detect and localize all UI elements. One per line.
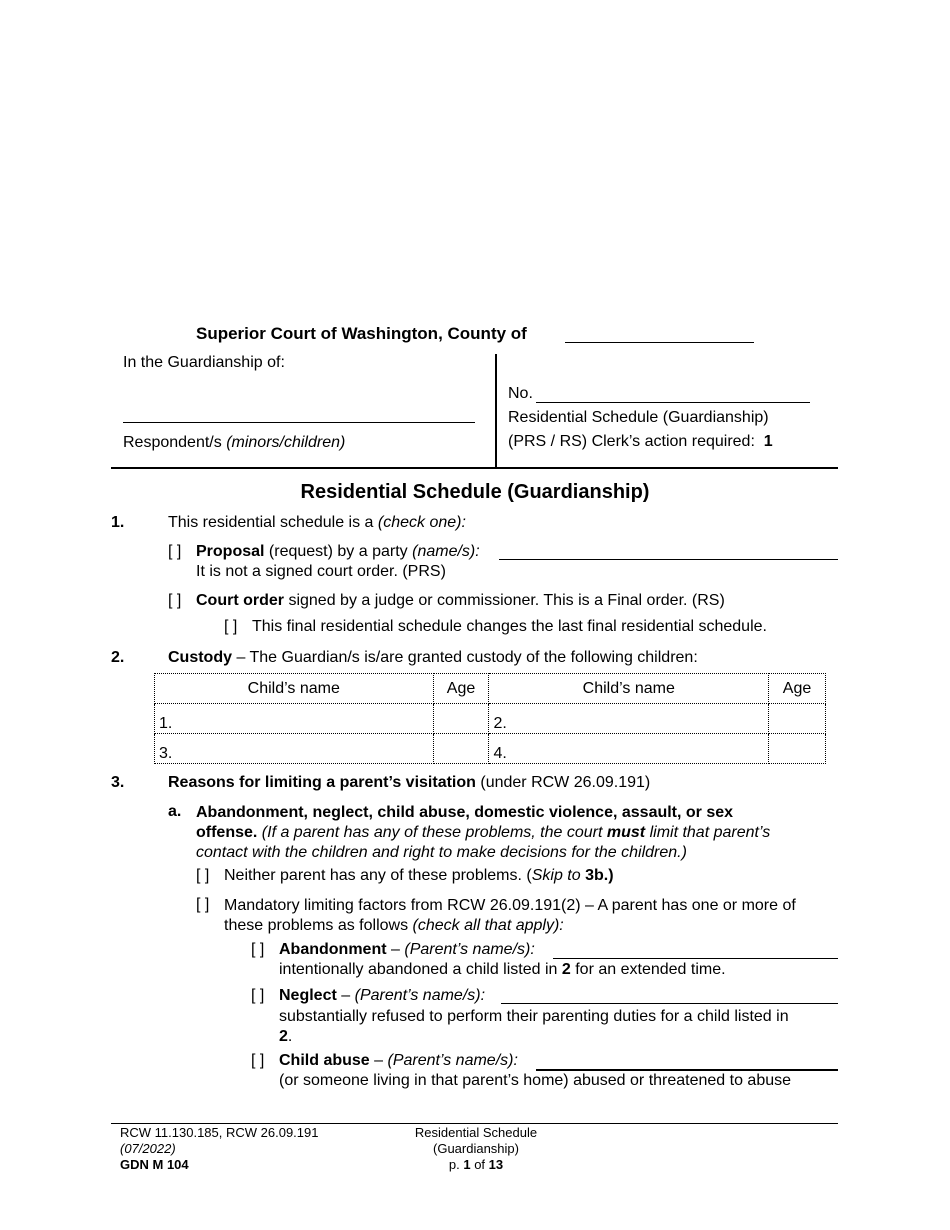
case-number-field[interactable] — [536, 402, 810, 403]
changes-option[interactable]: [ ] This final residential schedule changes the last final residential schedule. — [224, 618, 767, 635]
proposal-option[interactable]: [ ] Proposal (request) by a party (name/s): — [168, 543, 480, 560]
child-name-cell[interactable]: 1. — [155, 704, 434, 734]
neglect-checkbox[interactable]: [ ] — [251, 987, 265, 1004]
footer-left: RCW 11.130.185, RCW 26.09.191 (07/2022) GDN M 104 — [120, 1125, 319, 1172]
section-1-intro: This residential schedule is a (check one): — [168, 514, 466, 531]
abandonment-checkbox[interactable]: [ ] — [251, 941, 265, 958]
child-name-header: Child’s name — [489, 674, 769, 704]
child-name-cell[interactable]: 2. — [489, 704, 769, 734]
child-age-cell[interactable] — [433, 734, 489, 764]
section-3-heading: Reasons for limiting a parent’s visitation (under RCW 26.09.191) — [168, 774, 651, 791]
neglect-name-field[interactable] — [501, 1003, 838, 1004]
child-abuse-checkbox[interactable]: [ ] — [251, 1052, 265, 1069]
case-no-label: No. — [508, 385, 533, 402]
subsection-a-label: a. — [168, 803, 182, 820]
child-age-cell[interactable] — [769, 734, 826, 764]
subsection-a-text: Abandonment, neglect, child abuse, domestic violence, assault, or sex offense. (If a parent has any of these problems, the court must limit that parent’s contact with the children and right to make decisions for the children.) — [196, 804, 771, 861]
table-row — [155, 704, 826, 734]
child-abuse-description: (or someone living in that parent’s home) abused or threatened to abuse — [279, 1072, 792, 1089]
custody-statement: Custody – The Guardian/s is/are granted custody of the following children: — [168, 649, 698, 666]
court-order-checkbox[interactable]: [ ] — [168, 592, 182, 609]
neither-parent-option[interactable]: [ ] Neither parent has any of these problems. (Skip to 3b.) — [196, 867, 614, 884]
neither-parent-checkbox[interactable]: [ ] — [196, 867, 210, 884]
child-age-cell[interactable] — [433, 704, 489, 734]
child-name-header: Child’s name — [155, 674, 434, 704]
page-number: p. 1 of 13 — [448, 1157, 504, 1172]
section-3-number: 3. — [111, 774, 125, 791]
guardianship-of-label: In the Guardianship of: — [123, 354, 285, 371]
page-title: Residential Schedule (Guardianship) — [300, 481, 650, 503]
child-abuse-name-field[interactable] — [536, 1069, 838, 1071]
child-age-cell[interactable] — [769, 704, 826, 734]
age-header: Age — [433, 674, 489, 704]
child-abuse-option[interactable]: [ ] Child abuse – (Parent’s name/s): — [251, 1052, 518, 1069]
mandatory-factors-text: Mandatory limiting factors from RCW 26.09.191(2) – A parent has one or more of these problems as follows (check all that apply): — [224, 897, 796, 934]
children-table — [154, 673, 826, 764]
proposal-note: It is not a signed court order. (PRS) — [196, 563, 446, 580]
child-name-cell[interactable]: 4. — [489, 734, 769, 764]
footer-rule — [111, 1123, 838, 1124]
court-title: Superior Court of Washington, County of — [196, 324, 527, 343]
abandonment-name-field[interactable] — [553, 958, 838, 959]
table-header-row — [155, 674, 826, 704]
proposal-checkbox[interactable]: [ ] — [168, 543, 182, 560]
footer-center: Residential Schedule (Guardianship) p. 1 of 13 — [376, 1125, 576, 1173]
county-field[interactable] — [565, 342, 754, 343]
mandatory-factors-checkbox[interactable]: [ ] — [196, 896, 210, 913]
caption-divider — [495, 354, 497, 468]
respondent-label: Respondent/s (minors/children) — [123, 434, 346, 451]
proposal-name-field[interactable] — [499, 559, 838, 560]
changes-checkbox[interactable]: [ ] — [224, 618, 238, 635]
abandonment-description: intentionally abandoned a child listed in 2 for an extended time. — [279, 961, 726, 978]
table-row — [155, 734, 826, 764]
caption-bottom-rule — [111, 467, 838, 469]
abandonment-option[interactable]: [ ] Abandonment – (Parent’s name/s): — [251, 941, 535, 958]
clerk-action-line: (PRS / RS) Clerk’s action required: 1 — [508, 433, 773, 450]
section-2-number: 2. — [111, 649, 125, 666]
form-title-caption: Residential Schedule (Guardianship) — [508, 409, 769, 426]
neglect-option[interactable]: [ ] Neglect – (Parent’s name/s): — [251, 987, 486, 1004]
age-header: Age — [769, 674, 826, 704]
respondent-name-field[interactable] — [123, 422, 475, 423]
neglect-description: substantially refused to perform their parenting duties for a child listed in 2. — [279, 1008, 789, 1045]
court-order-option[interactable]: [ ] Court order signed by a judge or commissioner. This is a Final order. (RS) — [168, 592, 725, 609]
section-1-number: 1. — [111, 514, 125, 531]
child-name-cell[interactable]: 3. — [155, 734, 434, 764]
